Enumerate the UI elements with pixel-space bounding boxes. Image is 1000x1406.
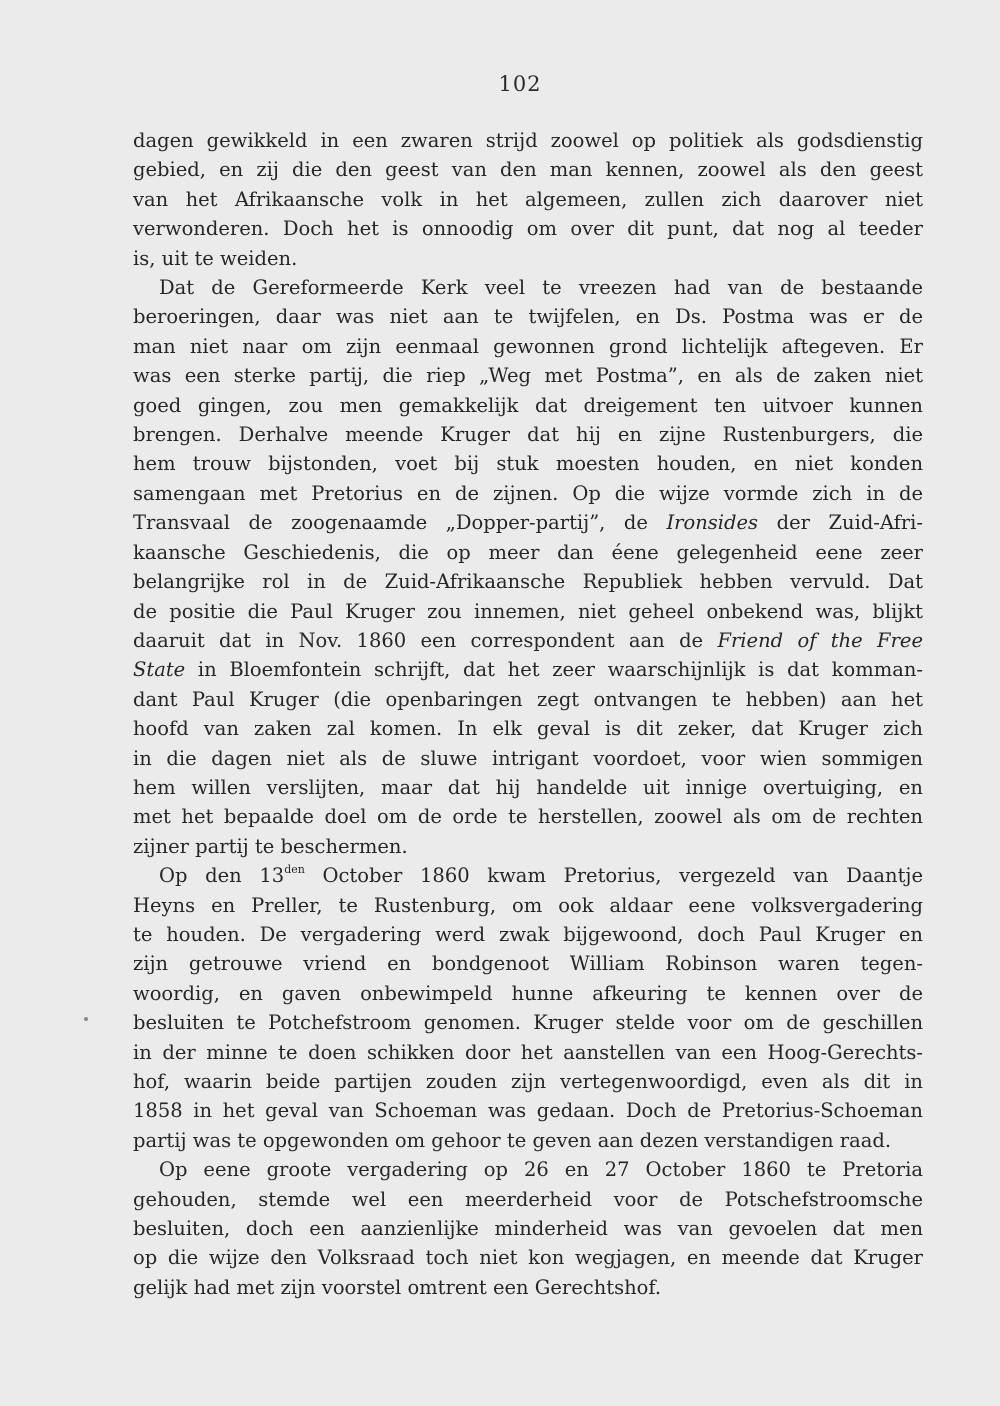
text-line: 1858 in het geval van Schoeman was gedaan. Doch de Pretorius-Schoeman (133, 1099, 923, 1123)
text-line: beroeringen, daar was niet aan te twijfelen, en Ds. Postma was er de (133, 305, 923, 329)
text-line: man niet naar om zijn eenmaal gewonnen grond lichtelijk aftegeven. Er (133, 334, 923, 358)
text-run: Transvaal de zoogenaamde „Dopper-partij”, de (133, 511, 667, 535)
text-run: in Bloemfontein schrijft, dat het zeer waarschijnlijk is dat komman- (185, 658, 923, 682)
text-line: gebied, en zij die den geest van den man kennen, zoowel als den geest (133, 158, 923, 182)
text-line: dagen gewikkeld in een zwaren strijd zoowel op politiek als godsdienstig (133, 129, 923, 152)
text-line: Heyns en Preller, te Rustenburg, om ook aldaar eene volksvergadering (133, 893, 923, 917)
paragraph-3 (133, 861, 923, 1155)
text-line: dant Paul Kruger (die openbaringen zegt ontvangen te hebben) aan het (133, 687, 923, 711)
text-line: brengen. Derhalve meende Kruger dat hij en zijne Rustenburgers, die (133, 423, 923, 447)
text-line: belangrijke rol in de Zuid-Afrikaansche Republiek hebben vervuld. Dat (133, 570, 923, 594)
italic-run-state: State (133, 658, 186, 682)
text-line (133, 861, 923, 890)
ink-speck (84, 1017, 88, 1021)
text-run: Op den 13 (159, 864, 285, 888)
page-number: 102 (498, 72, 542, 96)
text-line: hoofd van zaken zal komen. In elk geval is dit zeker, dat Kruger zich (133, 717, 923, 741)
text-line: Dat de Gereformeerde Kerk veel te vreezen had van de bestaande (159, 276, 923, 300)
text-run: October 1860 kwam Pretorius, vergezeld van Daantje (304, 864, 923, 888)
text-line: besluiten te Potchefstroom genomen. Kruger stelde voor om de geschillen (133, 1011, 923, 1035)
text-line: hem trouw bijstonden, voet bij stuk moesten houden, en niet konden (133, 452, 923, 476)
text-line: hem willen verslijten, maar dat hij handelde uit innige overtuiging, en (133, 775, 923, 799)
text-line: in der minne te doen schikken door het aanstellen van een Hoog-Gerechts- (133, 1040, 923, 1064)
paragraph-4 (133, 1155, 923, 1302)
text-line: zijn getrouwe vriend en bondgenoot William Robinson waren tegen- (133, 952, 923, 976)
superscript: den (284, 863, 305, 877)
text-line: goed gingen, zou men gemakkelijk dat dreigement ten uitvoer kunnen (133, 393, 923, 417)
text-line: verwonderen. Doch het is onnoodig om over dit punt, dat nog al teeder (133, 217, 923, 241)
text-line: zijner partij te beschermen. (133, 834, 408, 858)
text-line (133, 508, 923, 537)
paragraph-1 (133, 126, 923, 273)
text-run: der Zuid-Afri- (758, 511, 923, 535)
text-line: woordig, en gaven onbewimpeld hunne afkeuring te kennen over de (133, 981, 923, 1005)
text-line (133, 655, 923, 684)
text-line: partij was te opgewonden om gehoor te geven aan dezen verstandigen raad. (133, 1128, 892, 1152)
text-line: samengaan met Pretorius en de zijnen. Op die wijze vormde zich in de (133, 481, 923, 505)
text-line: hof, waarin beide partijen zouden zijn vertegenwoordigd, even als dit in (133, 1070, 923, 1093)
text-line: gelijk had met zijn voorstel omtrent een Gerechtshof. (133, 1275, 662, 1299)
text-line: met het bepaalde doel om de orde te herstellen, zoowel als om de rechten (133, 805, 923, 829)
text-line: de positie die Paul Kruger zou innemen, niet geheel onbekend was, blijkt (133, 599, 923, 623)
body-text (133, 126, 923, 1302)
italic-run-friend: Friend of the Free (717, 628, 923, 652)
text-line: kaansche Geschiedenis, die op meer dan éene gelegenheid eene zeer (133, 540, 923, 564)
text-line: van het Afrikaansche volk in het algemeen, zullen zich daarover niet (133, 187, 923, 211)
text-run: daaruit dat in Nov. 1860 een correspondent aan de (133, 628, 718, 652)
paragraph-2 (133, 273, 923, 861)
text-line: gehouden, stemde wel een meerderheid voor de Potschefstroomsche (133, 1187, 923, 1211)
italic-run-ironsides: Ironsides (666, 511, 759, 535)
text-line: in die dagen niet als de sluwe intrigant voordoet, voor wien sommigen (133, 746, 923, 770)
text-line: is, uit te weiden. (133, 246, 298, 270)
text-line: besluiten, doch een aanzienlijke minderheid was van gevoelen dat men (133, 1217, 923, 1241)
text-line: Op eene groote vergadering op 26 en 27 October 1860 te Pretoria (159, 1158, 923, 1182)
text-line: te houden. De vergadering werd zwak bijgewoond, doch Paul Kruger en (133, 922, 923, 946)
text-line (133, 626, 923, 655)
text-line: op die wijze den Volksraad toch niet kon wegjagen, en meende dat Kruger (133, 1246, 923, 1270)
text-line: was een sterke partij, die riep „Weg met Postma”, en als de zaken niet (133, 364, 923, 388)
